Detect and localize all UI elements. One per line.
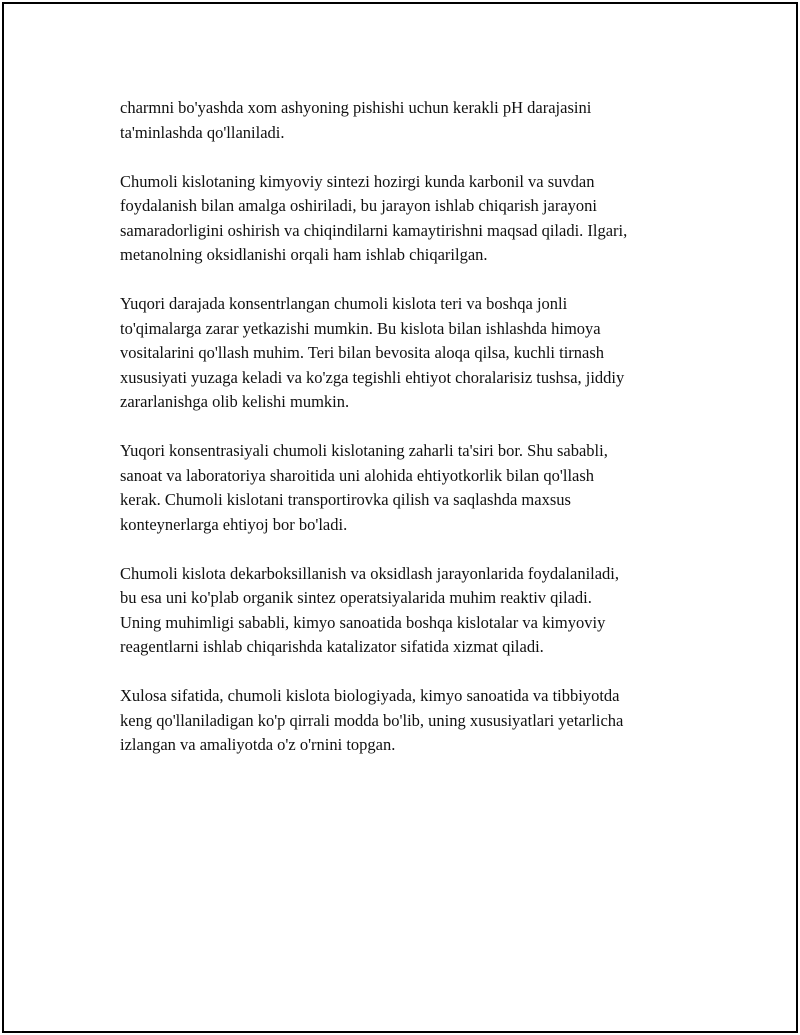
text-line: Yuqori konsentrasiyali chumoli kislotaning zaharli ta'siri bor. Shu sababli,	[120, 441, 608, 460]
text-line: samaradorligini oshirish va chiqindilarni kamaytirishni maqsad qiladi. Ilgari,	[120, 220, 628, 240]
text-line: foydalanish bilan amalga oshiriladi, bu jarayon ishlab chiqarish jarayoni	[120, 196, 597, 215]
text-line: ta'minlashda qo'llaniladi.	[120, 122, 285, 142]
text-line: metanolning oksidlanishi orqali ham ishlab chiqarilgan.	[120, 245, 488, 264]
text-line: Chumoli kislotaning kimyoviy sintezi hozirgi kunda karbonil va suvdan	[120, 171, 595, 191]
text-line: Yuqori darajada konsentrlangan chumoli kislota teri va boshqa jonli	[120, 294, 568, 313]
document-body	[120, 96, 690, 782]
text-line: sanoat va laboratoriya sharoitida uni alohida ehtiyotkorlik bilan qo'llash	[120, 465, 595, 485]
text-line: konteynerlarga ehtiyoj bor bo'ladi.	[120, 514, 348, 534]
document-page	[2, 2, 798, 1033]
text-line: kerak. Chumoli kislotani transportirovka qilish va saqlashda maxsus	[120, 490, 571, 509]
text-line: Chumoli kislota dekarboksillanish va oksidlash jarayonlarida foydalaniladi,	[120, 563, 620, 583]
text-line: to'qimalarga zarar yetkazishi mumkin. Bu kislota bilan ishlashda himoya	[120, 318, 601, 338]
text-line: keng qo'llaniladigan ko'p qirrali modda bo'lib, uning xususiyatlari yetarlicha	[120, 710, 624, 730]
paragraph-3	[120, 292, 690, 415]
text-line: vositalarini qo'llash muhim. Teri bilan bevosita aloqa qilsa, kuchli tirnash	[120, 343, 605, 362]
paragraph-6	[120, 684, 690, 758]
text-line: Uning muhimligi sababli, kimyo sanoatida boshqa kislotalar va kimyoviy	[120, 612, 606, 632]
text-line: zararlanishga olib kelishi mumkin.	[120, 392, 350, 411]
text-line: xususiyati yuzaga keladi va ko'zga tegishli ehtiyot choralarisiz tushsa, jiddiy	[120, 367, 625, 387]
paragraph-5	[120, 562, 690, 660]
text-line: bu esa uni ko'plab organik sintez operatsiyalarida muhim reaktiv qiladi.	[120, 588, 592, 607]
text-line: charmni bo'yashda xom ashyoning pishishi uchun kerakli pH darajasini	[120, 98, 592, 117]
text-line: reagentlarni ishlab chiqarishda katalizator sifatida xizmat qiladi.	[120, 637, 544, 656]
text-line: Xulosa sifatida, chumoli kislota biologiyada, kimyo sanoatida va tibbiyotda	[120, 686, 620, 705]
paragraph-2	[120, 170, 690, 268]
paragraph-4	[120, 439, 690, 537]
paragraph-1	[120, 96, 690, 145]
text-line: izlangan va amaliyotda o'z o'rnini topgan.	[120, 735, 396, 754]
